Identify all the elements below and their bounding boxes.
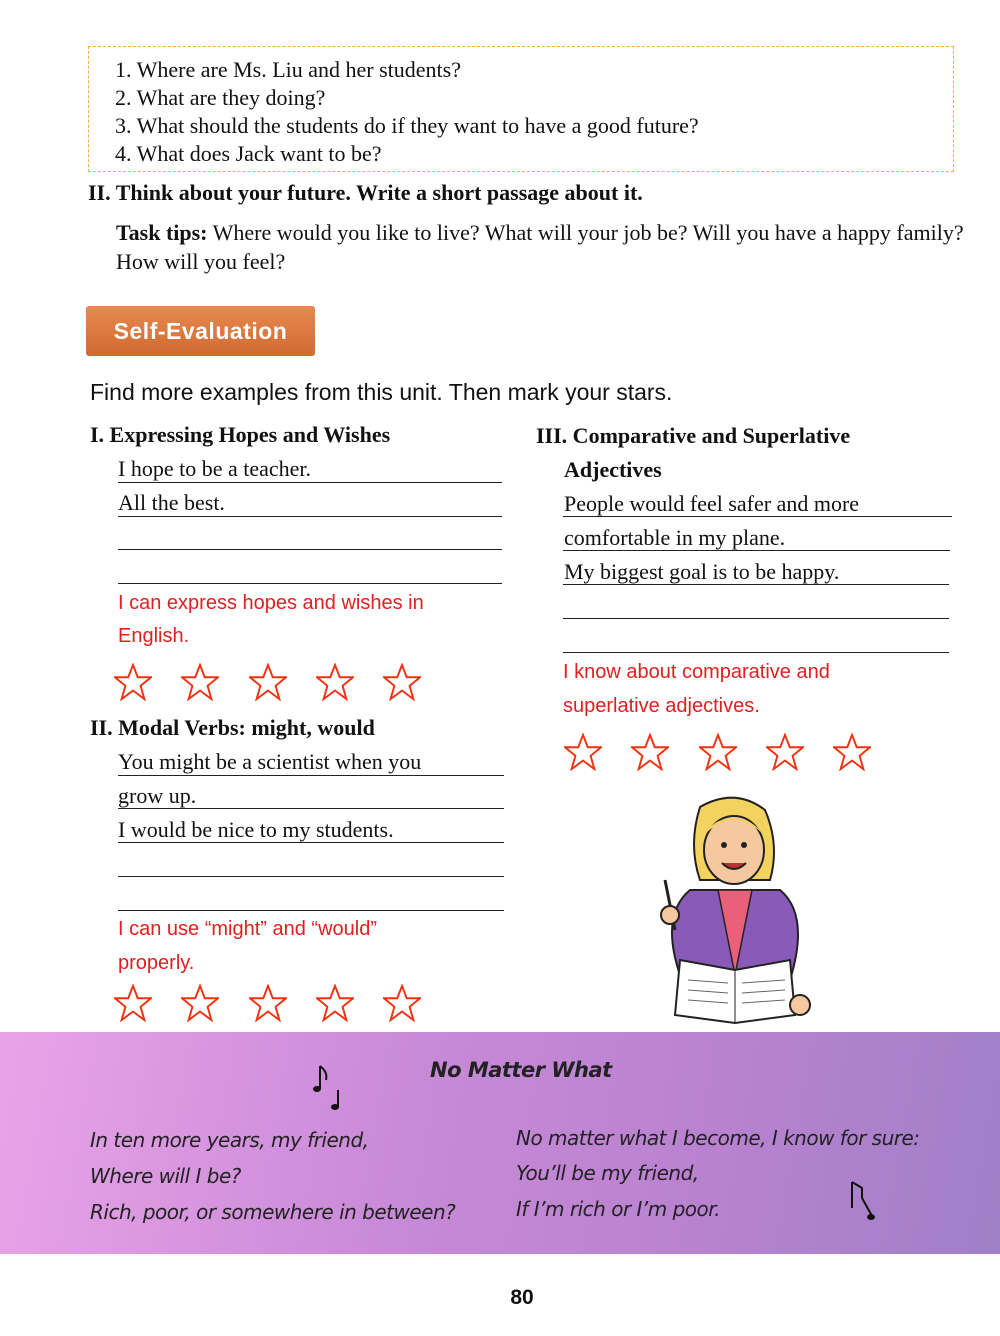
star-icon[interactable] <box>316 663 354 701</box>
instruction: Find more examples from this unit. Then mark your stars. <box>90 379 673 405</box>
star-icon[interactable] <box>316 984 354 1022</box>
song-panel <box>0 1032 1000 1254</box>
star-icon[interactable] <box>114 984 152 1022</box>
song-title: No Matter What <box>430 1058 612 1082</box>
star-icon[interactable] <box>564 733 602 771</box>
example-line: comfortable in my plane. <box>564 525 786 550</box>
write-line[interactable] <box>118 910 504 911</box>
write-line[interactable] <box>563 618 949 619</box>
part-2-title: II. Modal Verbs: might, would <box>90 715 375 740</box>
star-icon[interactable] <box>249 663 287 701</box>
lyric-line: In ten more years, my friend, <box>90 1128 369 1152</box>
task-tips-text: Where would you like to live? What will your job be? Will you have a happy family? How will you feel? <box>116 220 964 274</box>
example-line: grow up. <box>118 783 197 808</box>
can-do-statement: I can use “might” and “would” <box>118 918 378 940</box>
write-line[interactable] <box>563 550 950 551</box>
example-line: My biggest goal is to be happy. <box>564 559 840 584</box>
can-do-statement: I know about comparative and <box>563 661 830 683</box>
star-icon[interactable] <box>766 733 804 771</box>
star-icon[interactable] <box>631 733 669 771</box>
write-line[interactable] <box>118 775 504 776</box>
example-line: People would feel safer and more <box>564 491 860 516</box>
star-icon[interactable] <box>383 984 421 1022</box>
write-line[interactable] <box>118 549 502 550</box>
write-line[interactable] <box>118 842 504 843</box>
star-icon[interactable] <box>114 663 152 701</box>
music-note-icon <box>846 1178 880 1222</box>
questions-box <box>88 46 954 172</box>
self-evaluation-banner: Self-Evaluation <box>86 306 315 356</box>
example-line: You might be a scientist when you <box>118 749 422 774</box>
star-icon[interactable] <box>833 733 871 771</box>
girl-reading-illustration <box>640 795 830 1025</box>
can-do-statement: English. <box>118 625 190 647</box>
star-icon[interactable] <box>181 984 219 1022</box>
question: 4. What does Jack want to be? <box>115 141 382 166</box>
can-do-statement: properly. <box>118 952 195 974</box>
star-icon[interactable] <box>699 733 737 771</box>
can-do-statement: I can express hopes and wishes in <box>118 592 424 614</box>
can-do-statement: superlative adjectives. <box>563 695 760 717</box>
star-icon[interactable] <box>383 663 421 701</box>
write-line[interactable] <box>118 516 502 517</box>
question: 1. Where are Ms. Liu and her students? <box>115 57 461 82</box>
example-line: I would be nice to my students. <box>118 817 394 842</box>
question: 2. What are they doing? <box>115 85 326 110</box>
lyric-line: Rich, poor, or somewhere in between? <box>90 1200 456 1224</box>
music-note-icon <box>310 1062 346 1112</box>
section-2-title: II. Think about your future. Write a short passage about it. <box>88 180 643 205</box>
write-line[interactable] <box>118 583 502 584</box>
lyric-line: If I’m rich or I’m poor. <box>516 1197 721 1221</box>
part-1-title: I. Expressing Hopes and Wishes <box>90 422 391 447</box>
write-line[interactable] <box>563 652 949 653</box>
task-tips-label: Task tips: <box>116 220 208 245</box>
part-3-title-cont: Adjectives <box>564 457 662 482</box>
example-line: All the best. <box>118 490 225 515</box>
lyric-line: No matter what I become, I know for sure: <box>516 1126 920 1150</box>
lyric-line: Where will I be? <box>90 1164 241 1188</box>
lyric-line: You’ll be my friend, <box>516 1161 699 1185</box>
question: 3. What should the students do if they want to have a good future? <box>115 113 699 138</box>
page-number: 80 <box>510 1286 534 1309</box>
example-line: I hope to be a teacher. <box>118 456 312 481</box>
write-line[interactable] <box>118 482 502 483</box>
write-line[interactable] <box>563 516 952 517</box>
star-icon[interactable] <box>181 663 219 701</box>
part-3-title: III. Comparative and Superlative <box>536 423 851 448</box>
star-icon[interactable] <box>249 984 287 1022</box>
write-line[interactable] <box>118 876 504 877</box>
write-line[interactable] <box>563 584 949 585</box>
write-line[interactable] <box>118 808 504 809</box>
task-tips <box>116 218 966 276</box>
